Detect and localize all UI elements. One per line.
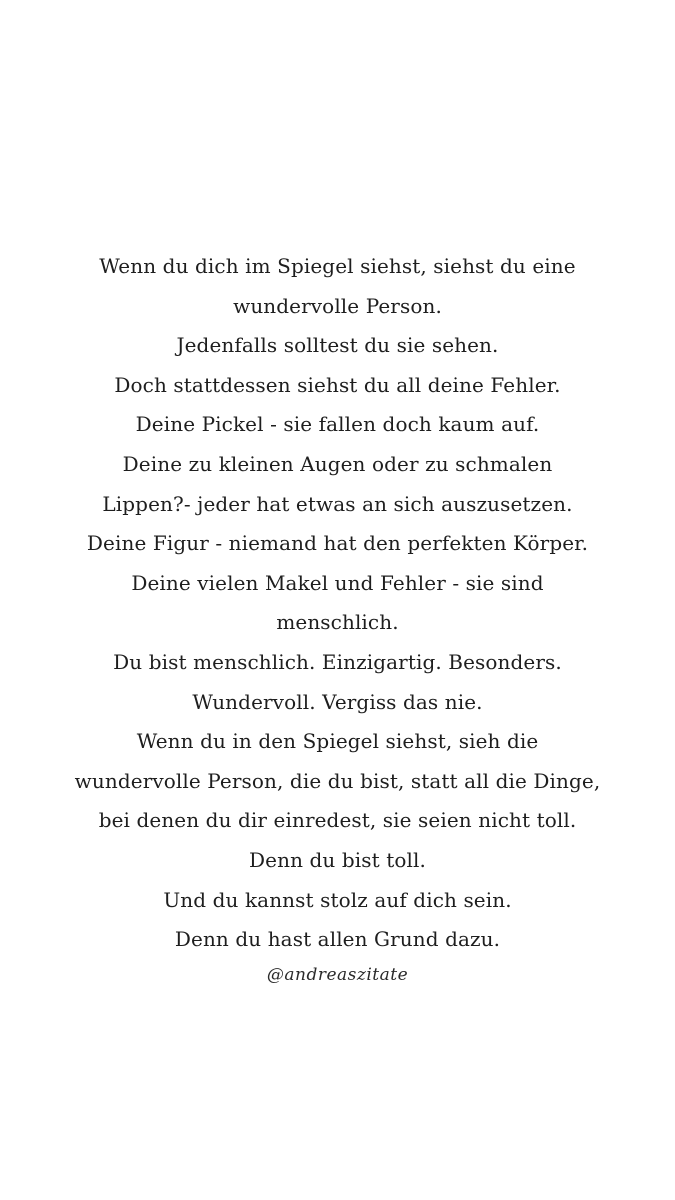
quote-line: Doch stattdessen siehst du all deine Fehler. (114, 372, 561, 397)
quote-line: Lippen?- jeder hat etwas an sich auszusetzen. (102, 491, 573, 516)
quote-line: menschlich. (276, 610, 399, 635)
quote-line: Deine zu kleinen Augen oder zu schmalen (122, 451, 553, 476)
quote-text (0, 247, 675, 960)
quote-line: Deine Pickel - sie fallen doch kaum auf. (135, 412, 540, 437)
quote-line: Deine Figur - niemand hat den perfekten Körper. (86, 531, 589, 556)
author-signature: @andreaszitate (266, 965, 409, 985)
quote-line: Du bist menschlich. Einzigartig. Besonders. (113, 649, 562, 674)
quote-line: Deine vielen Makel und Fehler - sie sind (131, 570, 544, 595)
quote-line: Denn du bist toll. (249, 847, 426, 872)
quote-line: Jedenfalls solltest du sie sehen. (176, 333, 499, 358)
quote-line: wundervolle Person, die du bist, statt all die Dinge, (74, 768, 601, 793)
quote-line: Und du kannst stolz auf dich sein. (163, 887, 512, 912)
quote-line: Wenn du dich im Spiegel siehst, siehst du eine (99, 254, 576, 278)
quote-line: Denn du hast allen Grund dazu. (174, 927, 501, 952)
quote-line: Wenn du in den Spiegel siehst, sieh die (136, 729, 539, 754)
quote-line: Wundervoll. Vergiss das nie. (192, 689, 483, 714)
quote-line: bei denen du dir einredest, sie seien nicht toll. (98, 808, 577, 833)
quote-line: wundervolle Person. (233, 293, 442, 318)
